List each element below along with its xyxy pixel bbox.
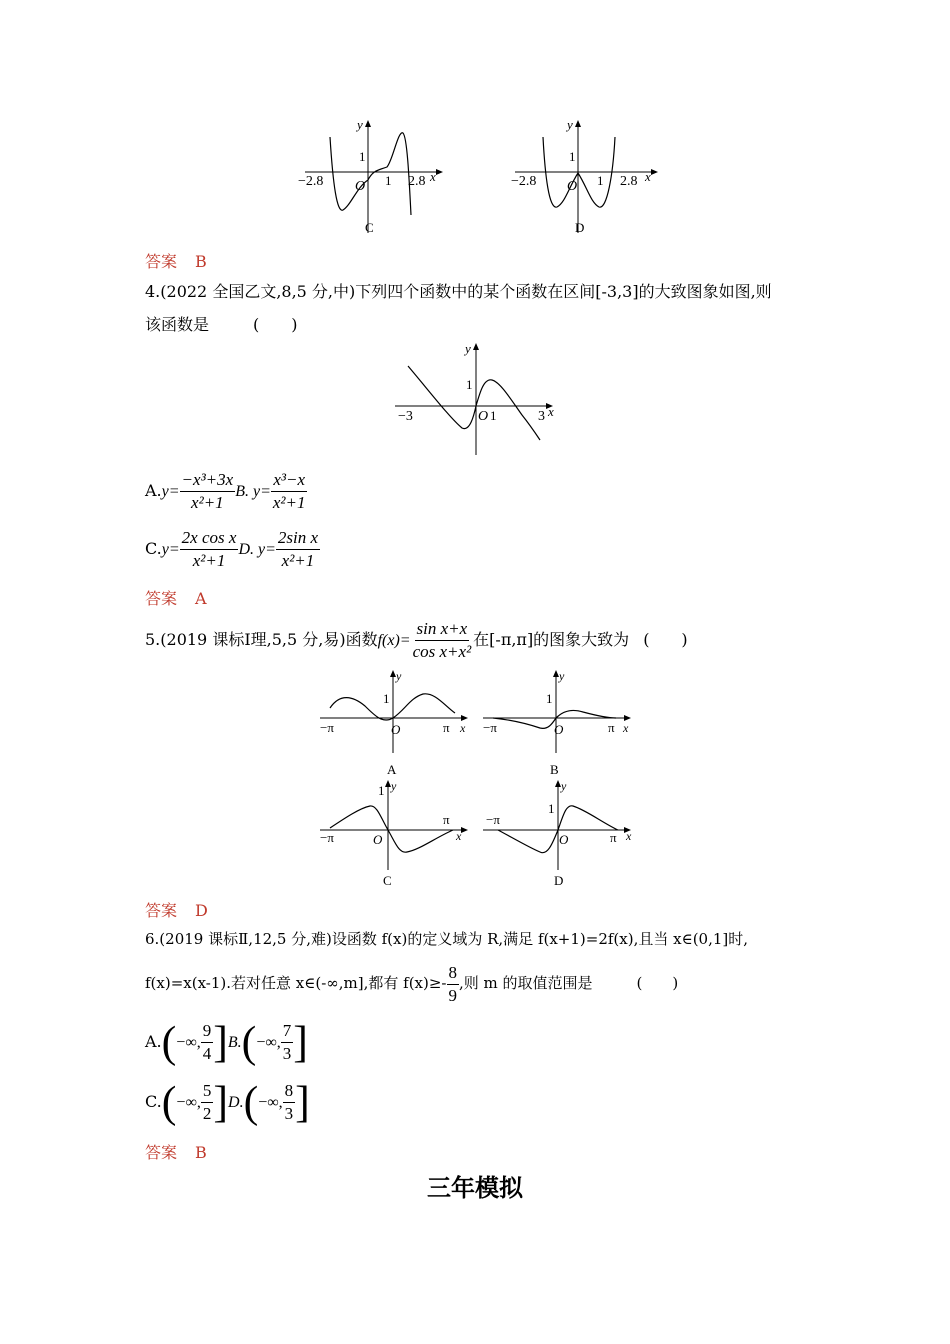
q6-line2-prefix: f(x)=x(x-1).若对任意 x∈(-∞,m],都有 f(x)≥-: [145, 974, 447, 992]
answer-value: A: [195, 589, 207, 608]
q6-option-a-prefix: A.: [145, 1032, 162, 1051]
answer-label: 答案: [145, 901, 178, 920]
q3d-ylabel: y: [567, 117, 573, 132]
q3-answer: [145, 249, 207, 272]
q4-option-a-prefix: A.: [145, 481, 162, 500]
q3c-xneg: −2.8: [298, 174, 324, 189]
q4-b-num: x³−x: [273, 470, 306, 489]
q5-graph-c: [315, 778, 475, 893]
q6-b-den: 3: [282, 1044, 292, 1063]
q5-num: sin x+x: [416, 619, 468, 638]
q6-blank: ( ): [636, 974, 679, 992]
q5d-origin: O: [559, 832, 569, 847]
q4-answer: [145, 586, 207, 609]
q4-stem-line2: [145, 315, 298, 335]
q5a-pi: π: [443, 720, 450, 735]
q3-graph-d: [505, 115, 665, 240]
q6-option-b-prefix: B.: [227, 1034, 242, 1051]
q3d-one: 1: [569, 149, 576, 164]
q6-c-body: −∞,: [176, 1094, 201, 1111]
q4-option-d-prefix: D.: [238, 541, 254, 558]
q4-a-den: x²+1: [191, 493, 224, 512]
q5b-pi: π: [608, 720, 615, 735]
q4-d-lhs: y=: [258, 541, 276, 558]
q3c-label: C: [365, 220, 374, 235]
q3d-origin: O: [567, 179, 578, 194]
q4g-neg3: −3: [398, 409, 413, 424]
q3d-xlabel: x: [645, 169, 651, 184]
q4-c-num: 2x cos x: [181, 528, 237, 547]
answer-label: 答案: [145, 252, 178, 271]
q3c-ylabel: y: [357, 117, 363, 132]
q4-d-den: x²+1: [281, 551, 315, 570]
q4-stem-text: 该函数是: [145, 315, 210, 334]
q5c-origin: O: [373, 832, 383, 847]
q6-c-num: 5: [201, 1080, 214, 1103]
q3c-xpos: 2.8: [408, 174, 426, 189]
q5d-pi: π: [610, 830, 617, 845]
q4-option-d-frac: [276, 527, 320, 572]
q5-stem-prefix: 5.(2019 课标Ⅰ理,5,5 分,易)函数: [145, 630, 378, 649]
q4g-origin: O: [478, 409, 489, 424]
q6-d-frac: [283, 1080, 296, 1125]
q5c-one: 1: [378, 783, 385, 798]
q5b-origin: O: [554, 722, 564, 737]
q3c-xlabel: x: [430, 169, 436, 184]
q6-answer: [145, 1140, 207, 1163]
q4-option-c-prefix: C.: [145, 539, 162, 558]
answer-value: B: [195, 1143, 207, 1162]
q5a-y: y: [396, 669, 402, 683]
q4-option-b-prefix: B.: [235, 483, 249, 500]
q5c-negpi: −π: [320, 830, 334, 845]
q4g-one: 1: [466, 377, 473, 392]
q6-line2-suffix: ,则 m 的取值范围是: [459, 974, 593, 992]
q4g-pos3: 3: [538, 409, 545, 424]
q6-a-den: 4: [202, 1044, 212, 1063]
q6-d-num: 8: [283, 1080, 296, 1103]
q5-frac: [411, 618, 474, 663]
q3d-one-x: 1: [597, 173, 604, 188]
q6-options-cd: C.(−∞, $\frac{5}{2}$ ]D.(−∞, $\frac{8}{3}$ ]: [145, 1077, 310, 1127]
q6-a-frac: [201, 1020, 214, 1065]
q4-options-cd: [145, 525, 320, 573]
q5-stem: [145, 616, 688, 664]
q6-b-num: 7: [281, 1020, 294, 1043]
q3c-one-x: 1: [385, 173, 392, 188]
q6-a-body: −∞,: [176, 1034, 201, 1051]
q5a-origin: O: [391, 722, 401, 737]
q5d-x: x: [626, 829, 632, 843]
q6-c-frac: [201, 1080, 214, 1125]
q3c-one: 1: [359, 149, 366, 164]
q5b-y: y: [559, 669, 565, 683]
q3d-xpos: 2.8: [620, 174, 638, 189]
q4-option-b-frac: [271, 469, 308, 514]
q4g-one-x: 1: [490, 408, 497, 423]
q5b-label: B: [550, 762, 559, 777]
q5c-x: x: [456, 829, 462, 843]
q5a-x: x: [460, 721, 466, 735]
q6-line2: [145, 959, 678, 1007]
q4-stem-line1: 4.(2022 全国乙文,8,5 分,中)下列四个函数中的某个函数在区间[-3,3]的大致图象如图,则: [145, 282, 772, 301]
q5d-y: y: [561, 779, 567, 793]
q6-line1: 6.(2019 课标Ⅱ,12,5 分,难)设函数 f(x)的定义域为 R,满足 f(x+1)=2f(x),且当 x∈(0,1]时,: [145, 930, 749, 948]
q5a-label: A: [387, 762, 397, 777]
q4-b-den: x²+1: [272, 493, 306, 512]
q6-a-num: 9: [201, 1020, 214, 1043]
q5-fx: f(x)=: [377, 632, 411, 649]
q4-a-num: −x³+3x: [181, 470, 234, 489]
q5d-negpi: −π: [486, 812, 500, 827]
q4-b-lhs: y=: [252, 483, 271, 500]
q4-blank: ( ): [253, 315, 298, 334]
q4-option-a-frac: [180, 469, 236, 514]
q5d-label: D: [554, 873, 564, 888]
q4-option-c-frac: [180, 527, 239, 572]
q6-b-body: −∞,: [256, 1034, 281, 1051]
answer-label: 答案: [145, 1143, 178, 1162]
q5c-pi: π: [443, 812, 450, 827]
q4g-xlabel: x: [548, 404, 554, 419]
q6-b-frac: [281, 1020, 294, 1065]
q6-frac: [447, 962, 460, 1007]
q4-d-num: 2sin x: [277, 528, 319, 547]
q4-a-lhs: y=: [161, 483, 180, 500]
q5b-x: x: [623, 721, 629, 735]
q6-frac-den: 9: [448, 985, 458, 1005]
section-heading: 三年模拟: [427, 1174, 523, 1202]
q4-graph: [390, 340, 560, 460]
q5-den: cos x+x²: [412, 642, 472, 661]
q5-answer: [145, 898, 208, 921]
q6-option-c-prefix: C.: [145, 1092, 162, 1111]
q5b-negpi: −π: [483, 720, 497, 735]
q5d-one: 1: [548, 801, 555, 816]
q3c-origin: O: [355, 179, 366, 194]
q6-option-d-prefix: D.: [228, 1094, 244, 1111]
q3-graph-c: [295, 115, 450, 240]
q6-d-den: 3: [284, 1104, 294, 1123]
q4-options-ab: [145, 467, 308, 515]
q6-frac-num: 8: [447, 962, 460, 985]
q4g-ylabel: y: [465, 341, 471, 356]
answer-value: B: [195, 252, 207, 271]
q5-stem-suffix: 在[-π,π]的图象大致为: [473, 630, 630, 649]
q5-graph-d: [478, 778, 638, 893]
q5c-label: C: [383, 873, 392, 888]
q5-blank: ( ): [643, 630, 688, 649]
q6-options-ab: A.(−∞, $\frac{9}{4}$ ]B.(−∞, $\frac{7}{3}$ ]: [145, 1017, 308, 1067]
q5b-one: 1: [546, 691, 553, 706]
q5a-negpi: −π: [320, 720, 334, 735]
q3d-label: D: [575, 220, 585, 235]
q4-c-lhs: y=: [161, 541, 180, 558]
answer-value: D: [195, 901, 208, 920]
q5c-y: y: [391, 779, 397, 793]
q5-graph-a: [315, 668, 475, 778]
q6-c-den: 2: [202, 1104, 212, 1123]
q3d-xneg: −2.8: [511, 174, 537, 189]
q6-d-body: −∞,: [258, 1094, 283, 1111]
q4-c-den: x²+1: [192, 551, 226, 570]
answer-label: 答案: [145, 589, 178, 608]
q5a-one: 1: [383, 691, 390, 706]
q5-graph-b: [478, 668, 638, 778]
